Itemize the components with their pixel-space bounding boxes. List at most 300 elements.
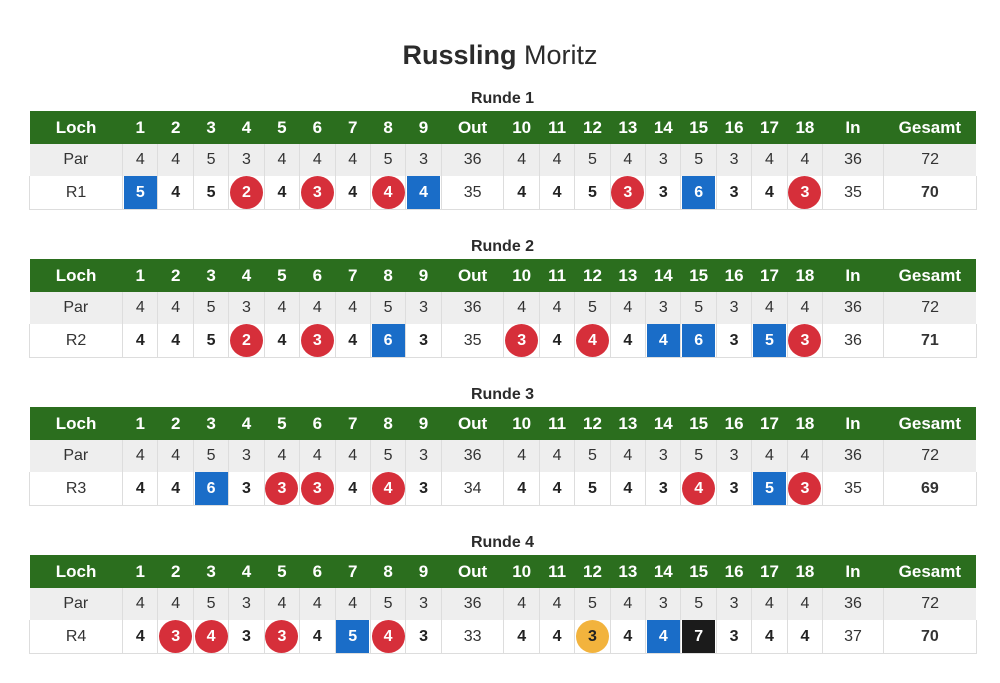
round-label: R4 (30, 620, 123, 654)
round-2 (29, 235, 976, 358)
par-cell: 4 (158, 292, 193, 324)
score-cell: 4 (504, 472, 539, 506)
score-cell (193, 620, 228, 654)
par-cell: 4 (335, 440, 370, 472)
score-cell (370, 472, 405, 506)
par-cell: 3 (716, 144, 751, 176)
par-cell: 3 (229, 144, 264, 176)
score-cell: 5 (575, 176, 610, 210)
round-total: 71 (883, 324, 976, 358)
par-total: 72 (883, 440, 976, 472)
birdie-mark: 3 (611, 176, 644, 209)
par-cell: 4 (123, 144, 158, 176)
par-cell: 5 (370, 440, 405, 472)
header-hole-17: 17 (752, 111, 787, 144)
par-cell: 4 (335, 144, 370, 176)
header-hole-2: 2 (158, 555, 193, 588)
header-hole-16: 16 (716, 407, 751, 440)
round-title: Runde 4 (470, 534, 535, 551)
score-cell (300, 324, 335, 358)
header-out: Out (441, 259, 504, 292)
par-cell: 5 (681, 144, 716, 176)
par-cell: 3 (229, 440, 264, 472)
par-row (30, 588, 977, 620)
score-cell (229, 324, 264, 358)
score-cell (158, 620, 193, 654)
header-hole-1: 1 (123, 259, 158, 292)
score-cell: 3 (716, 620, 751, 654)
header-out: Out (441, 111, 504, 144)
score-cell (681, 620, 716, 654)
par-cell: 4 (787, 144, 822, 176)
header-hole-8: 8 (370, 259, 405, 292)
header-hole-8: 8 (370, 407, 405, 440)
par-cell: 4 (752, 144, 787, 176)
score-cell: 4 (335, 324, 370, 358)
header-row (30, 259, 977, 292)
header-in: In (823, 555, 884, 588)
par-cell: 3 (716, 588, 751, 620)
par-cell: 4 (264, 144, 299, 176)
header-hole-7: 7 (335, 259, 370, 292)
score-cell (575, 324, 610, 358)
score-cell: 4 (158, 472, 193, 506)
score-cell: 3 (406, 620, 441, 654)
score-cell: 4 (158, 324, 193, 358)
scorecard-table (29, 407, 977, 506)
par-cell: 4 (264, 440, 299, 472)
par-cell: 3 (229, 588, 264, 620)
par-cell: 4 (787, 292, 822, 324)
par-cell: 4 (504, 144, 539, 176)
header-hole-2: 2 (158, 111, 193, 144)
score-cell (370, 324, 405, 358)
par-cell: 3 (406, 440, 441, 472)
header-hole-15: 15 (681, 111, 716, 144)
birdie-mark: 4 (372, 620, 405, 653)
round-title: Runde 2 (470, 238, 535, 255)
par-cell: 4 (123, 588, 158, 620)
par-cell: 4 (504, 440, 539, 472)
par-cell: 4 (787, 588, 822, 620)
header-hole-6: 6 (300, 259, 335, 292)
header-hole-4: 4 (229, 259, 264, 292)
score-cell: 4 (335, 472, 370, 506)
score-cell (123, 176, 158, 210)
header-loch: Loch (30, 111, 123, 144)
header-in: In (823, 407, 884, 440)
par-out: 36 (441, 588, 504, 620)
par-cell: 4 (610, 292, 645, 324)
header-hole-5: 5 (264, 259, 299, 292)
header-hole-7: 7 (335, 407, 370, 440)
bogey-mark: 4 (407, 176, 440, 209)
score-cell: 3 (646, 176, 681, 210)
par-label: Par (30, 440, 123, 472)
header-hole-18: 18 (787, 407, 822, 440)
bogey-mark: 6 (682, 176, 715, 209)
par-cell: 4 (300, 440, 335, 472)
header-hole-3: 3 (193, 111, 228, 144)
par-cell: 3 (646, 292, 681, 324)
score-cell: 4 (123, 620, 158, 654)
score-cell: 4 (504, 176, 539, 210)
bogey-mark: 6 (195, 472, 228, 505)
score-cell: 4 (123, 472, 158, 506)
bogey-mark: 5 (753, 472, 786, 505)
par-cell: 4 (610, 588, 645, 620)
header-row (30, 407, 977, 440)
round-label: R2 (30, 324, 123, 358)
header-hole-13: 13 (610, 407, 645, 440)
par-cell: 5 (193, 440, 228, 472)
header-hole-1: 1 (123, 111, 158, 144)
score-cell (264, 472, 299, 506)
score-cell: 4 (787, 620, 822, 654)
score-cell (752, 324, 787, 358)
header-hole-12: 12 (575, 111, 610, 144)
par-cell: 5 (575, 144, 610, 176)
header-hole-16: 16 (716, 111, 751, 144)
round-in: 35 (823, 176, 884, 210)
header-loch: Loch (30, 407, 123, 440)
header-hole-7: 7 (335, 111, 370, 144)
birdie-mark: 2 (230, 324, 263, 357)
par-cell: 3 (406, 588, 441, 620)
score-cell: 5 (193, 176, 228, 210)
par-total: 72 (883, 292, 976, 324)
header-out: Out (441, 407, 504, 440)
bogey-mark: 4 (647, 620, 680, 653)
par-row (30, 440, 977, 472)
score-cell: 3 (229, 472, 264, 506)
header-row (30, 555, 977, 588)
birdie-mark: 3 (301, 176, 334, 209)
par-cell: 5 (370, 292, 405, 324)
score-cell (264, 620, 299, 654)
score-cell: 4 (539, 472, 574, 506)
header-hole-10: 10 (504, 555, 539, 588)
birdie-mark: 3 (788, 472, 821, 505)
birdie-mark: 4 (682, 472, 715, 505)
par-cell: 3 (646, 588, 681, 620)
bogey-mark: 5 (124, 176, 157, 209)
score-cell (504, 324, 539, 358)
header-in: In (823, 111, 884, 144)
par-in: 36 (823, 588, 884, 620)
par-cell: 4 (300, 292, 335, 324)
header-hole-2: 2 (158, 259, 193, 292)
score-cell (300, 472, 335, 506)
round-in: 37 (823, 620, 884, 654)
score-row (30, 324, 977, 358)
round-in: 36 (823, 324, 884, 358)
score-cell: 4 (504, 620, 539, 654)
par-cell: 4 (123, 440, 158, 472)
par-cell: 4 (539, 144, 574, 176)
par-cell: 3 (716, 440, 751, 472)
score-cell: 4 (539, 324, 574, 358)
score-cell (193, 472, 228, 506)
round-out: 33 (441, 620, 504, 654)
par-in: 36 (823, 440, 884, 472)
bogey-mark: 6 (372, 324, 405, 357)
header-hole-9: 9 (406, 407, 441, 440)
header-hole-9: 9 (406, 259, 441, 292)
score-cell (752, 472, 787, 506)
par-cell: 4 (123, 292, 158, 324)
par-cell: 3 (716, 292, 751, 324)
header-hole-10: 10 (504, 111, 539, 144)
score-cell (335, 620, 370, 654)
par-out: 36 (441, 144, 504, 176)
score-cell: 4 (300, 620, 335, 654)
par-cell: 4 (158, 144, 193, 176)
header-hole-14: 14 (646, 111, 681, 144)
birdie-mark: 2 (230, 176, 263, 209)
birdie-mark: 3 (788, 324, 821, 357)
par-cell: 4 (158, 440, 193, 472)
par-out: 36 (441, 440, 504, 472)
score-cell (575, 620, 610, 654)
score-cell (681, 324, 716, 358)
player-lastname: Russling (402, 40, 517, 70)
header-hole-9: 9 (406, 555, 441, 588)
header-gesamt: Gesamt (883, 259, 976, 292)
header-hole-15: 15 (681, 407, 716, 440)
score-row (30, 620, 977, 654)
par-total: 72 (883, 144, 976, 176)
header-hole-17: 17 (752, 555, 787, 588)
par-cell: 4 (539, 292, 574, 324)
scorecard-table (29, 555, 977, 654)
par-cell: 4 (158, 588, 193, 620)
birdie-mark: 3 (265, 472, 298, 505)
par-cell: 5 (193, 588, 228, 620)
header-hole-3: 3 (193, 407, 228, 440)
header-hole-8: 8 (370, 111, 405, 144)
round-4 (29, 531, 976, 654)
header-hole-16: 16 (716, 259, 751, 292)
par-label: Par (30, 144, 123, 176)
header-hole-14: 14 (646, 407, 681, 440)
header-hole-4: 4 (229, 111, 264, 144)
round-in: 35 (823, 472, 884, 506)
bogey-mark: 5 (753, 324, 786, 357)
header-hole-14: 14 (646, 555, 681, 588)
birdie-mark: 3 (159, 620, 192, 653)
par-cell: 5 (370, 144, 405, 176)
par-cell: 5 (575, 588, 610, 620)
score-cell: 4 (752, 176, 787, 210)
header-hole-6: 6 (300, 407, 335, 440)
birdie-mark: 3 (505, 324, 538, 357)
score-cell: 5 (575, 472, 610, 506)
eagle-mark: 3 (576, 620, 609, 653)
par-cell: 4 (610, 144, 645, 176)
header-hole-10: 10 (504, 407, 539, 440)
header-hole-18: 18 (787, 555, 822, 588)
par-cell: 4 (610, 440, 645, 472)
header-hole-11: 11 (539, 111, 574, 144)
round-1 (29, 87, 976, 210)
round-total: 69 (883, 472, 976, 506)
header-loch: Loch (30, 259, 123, 292)
par-cell: 4 (335, 292, 370, 324)
header-hole-4: 4 (229, 407, 264, 440)
par-in: 36 (823, 292, 884, 324)
header-hole-5: 5 (264, 555, 299, 588)
bogey-mark: 5 (336, 620, 369, 653)
score-cell: 4 (264, 176, 299, 210)
score-cell (370, 620, 405, 654)
header-hole-13: 13 (610, 111, 645, 144)
score-cell: 3 (716, 176, 751, 210)
header-hole-13: 13 (610, 555, 645, 588)
score-cell: 4 (539, 620, 574, 654)
header-hole-3: 3 (193, 259, 228, 292)
par-cell: 5 (193, 144, 228, 176)
score-cell (300, 176, 335, 210)
birdie-mark: 3 (301, 472, 334, 505)
scorecard-table (29, 111, 977, 210)
score-cell: 5 (193, 324, 228, 358)
score-cell: 4 (335, 176, 370, 210)
birdie-mark: 4 (576, 324, 609, 357)
score-cell (787, 176, 822, 210)
par-cell: 4 (300, 588, 335, 620)
birdie-mark: 3 (265, 620, 298, 653)
header-hole-12: 12 (575, 555, 610, 588)
score-cell (681, 176, 716, 210)
round-title: Runde 1 (470, 90, 535, 107)
par-cell: 4 (264, 292, 299, 324)
header-hole-11: 11 (539, 555, 574, 588)
header-hole-18: 18 (787, 111, 822, 144)
header-hole-6: 6 (300, 111, 335, 144)
par-total: 72 (883, 588, 976, 620)
par-label: Par (30, 292, 123, 324)
header-hole-16: 16 (716, 555, 751, 588)
header-hole-12: 12 (575, 259, 610, 292)
header-gesamt: Gesamt (883, 407, 976, 440)
par-cell: 5 (575, 292, 610, 324)
score-cell (787, 324, 822, 358)
par-cell: 4 (752, 440, 787, 472)
player-firstname: Moritz (524, 40, 598, 70)
round-total: 70 (883, 620, 976, 654)
bogey-mark: 6 (682, 324, 715, 357)
double-bogey-mark: 7 (682, 620, 715, 653)
header-hole-18: 18 (787, 259, 822, 292)
round-label: R3 (30, 472, 123, 506)
score-cell: 3 (406, 324, 441, 358)
score-cell: 4 (610, 620, 645, 654)
bogey-mark: 4 (647, 324, 680, 357)
par-cell: 4 (539, 440, 574, 472)
birdie-mark: 4 (195, 620, 228, 653)
header-hole-11: 11 (539, 259, 574, 292)
par-row (30, 292, 977, 324)
score-cell: 3 (646, 472, 681, 506)
par-cell: 4 (539, 588, 574, 620)
header-hole-1: 1 (123, 407, 158, 440)
par-out: 36 (441, 292, 504, 324)
page-title (0, 38, 1000, 72)
score-cell: 4 (610, 472, 645, 506)
score-cell (646, 620, 681, 654)
round-3 (29, 383, 976, 506)
header-hole-8: 8 (370, 555, 405, 588)
birdie-mark: 4 (372, 176, 405, 209)
par-cell: 4 (264, 588, 299, 620)
header-hole-10: 10 (504, 259, 539, 292)
header-gesamt: Gesamt (883, 555, 976, 588)
par-cell: 5 (681, 292, 716, 324)
birdie-mark: 3 (301, 324, 334, 357)
score-cell: 4 (123, 324, 158, 358)
score-cell: 3 (406, 472, 441, 506)
par-cell: 5 (575, 440, 610, 472)
header-hole-6: 6 (300, 555, 335, 588)
par-cell: 3 (406, 144, 441, 176)
score-cell (406, 176, 441, 210)
par-cell: 3 (646, 440, 681, 472)
par-label: Par (30, 588, 123, 620)
par-cell: 4 (335, 588, 370, 620)
score-cell: 4 (158, 176, 193, 210)
header-hole-9: 9 (406, 111, 441, 144)
score-cell: 3 (229, 620, 264, 654)
header-row (30, 111, 977, 144)
par-cell: 5 (681, 440, 716, 472)
score-row (30, 176, 977, 210)
par-cell: 4 (504, 588, 539, 620)
round-out: 35 (441, 324, 504, 358)
score-row (30, 472, 977, 506)
par-cell: 5 (193, 292, 228, 324)
header-out: Out (441, 555, 504, 588)
par-cell: 3 (229, 292, 264, 324)
header-hole-14: 14 (646, 259, 681, 292)
score-cell: 4 (610, 324, 645, 358)
score-cell: 3 (716, 472, 751, 506)
score-cell: 4 (752, 620, 787, 654)
par-row (30, 144, 977, 176)
score-cell (681, 472, 716, 506)
par-cell: 4 (752, 588, 787, 620)
header-in: In (823, 259, 884, 292)
header-hole-13: 13 (610, 259, 645, 292)
score-cell (610, 176, 645, 210)
header-hole-17: 17 (752, 407, 787, 440)
header-hole-7: 7 (335, 555, 370, 588)
header-hole-3: 3 (193, 555, 228, 588)
par-cell: 4 (787, 440, 822, 472)
header-hole-1: 1 (123, 555, 158, 588)
score-cell (370, 176, 405, 210)
header-hole-5: 5 (264, 407, 299, 440)
round-out: 35 (441, 176, 504, 210)
header-hole-5: 5 (264, 111, 299, 144)
birdie-mark: 4 (372, 472, 405, 505)
round-title: Runde 3 (470, 386, 535, 403)
header-loch: Loch (30, 555, 123, 588)
round-out: 34 (441, 472, 504, 506)
header-hole-4: 4 (229, 555, 264, 588)
score-cell (646, 324, 681, 358)
score-cell: 3 (716, 324, 751, 358)
